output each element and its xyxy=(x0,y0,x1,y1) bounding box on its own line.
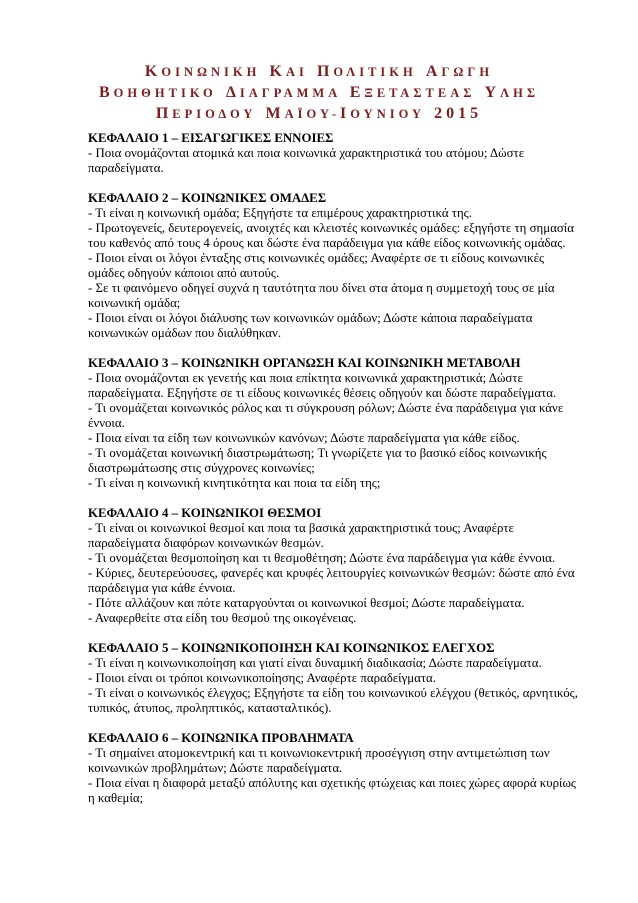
chapter-heading: ΚΕΦΑΛΑΙΟ 3 – ΚΟΙΝΩΝΙΚΗ ΟΡΓΑΝΩΣΗ ΚΑΙ ΚΟΙΝΩΝΙΚΗ ΜΕΤΑΒΟΛΗ xyxy=(88,356,521,370)
chapter-5 xyxy=(88,641,579,716)
question-item: - Τι ονομάζεται κοινωνική διαστρωμάτωση; Τι γνωρίζετε για το βασικό είδος κοινωνικής διαστρωμάτωσης στις σύγχρονες κοινωνίες; xyxy=(88,446,547,475)
title-line-subject: ΒΟΗΘΗΤΙΚΟ ΔΙΑΓΡΑΜΜΑ ΕΞΕΤΑΣΤΕΑΣ ΥΛΗΣ xyxy=(98,84,539,101)
question-item: - Ποια είναι η διαφορά μεταξύ απόλυτης και σχετικής φτώχειας και ποιες χώρες αφορά κυρίως η καθεμία; xyxy=(88,776,577,805)
question-item: - Κύριες, δευτερεύουσες, φανερές και κρυφές λειτουργίες κοινωνικών θεσμών: δώστε από ένα παράδειγμα για κάθε έννοια. xyxy=(88,566,575,595)
title-line-course: ΚΟΙΝΩΝΙΚΗ ΚΑΙ ΠΟΛΙΤΙΚΗ ΑΓΩΓΗ xyxy=(144,63,494,80)
question-item: - Ποιοι είναι οι λόγοι διάλυσης των κοινωνικών ομάδων; Δώστε κάποια παραδείγματα κοινωνικών ομάδων που διαλύθηκαν. xyxy=(88,311,533,340)
question-item: - Αναφερθείτε στα είδη του θεσμού της οικογένειας. xyxy=(88,611,357,625)
question-item: - Ποιοι είναι οι λόγοι ένταξης στις κοινωνικές ομάδες; Αναφέρτε σε τι είδους κοινωνικές ομάδες οδηγούν κάποιοι από αυτούς. xyxy=(88,251,545,280)
title-line-period: ΠΕΡΙΟΔΟΥ ΜΑΪΟΥ-ΙΟΥΝΙΟΥ 2015 xyxy=(155,105,483,122)
question-item: - Τι είναι ο κοινωνικός έλεγχος; Εξηγήστε τα είδη του κοινωνικού ελέγχου (θετικός, αρνητικός, τυπικός, άτυπος, προληπτικός, κατασταλτικός). xyxy=(88,686,578,715)
question-item: - Σε τι φαινόμενο οδηγεί συχνά η ταυτότητα που δίνει στα άτομα η συμμετοχή τους σε μία κοινωνική ομάδα; xyxy=(88,281,555,310)
chapter-heading: ΚΕΦΑΛΑΙΟ 1 – ΕΙΣΑΓΩΓΙΚΕΣ ΕΝΝΟΙΕΣ xyxy=(88,131,334,145)
chapter-6 xyxy=(88,731,579,806)
question-item: - Τι είναι η κοινωνική κινητικότητα και ποια τα είδη της; xyxy=(88,476,381,490)
question-item: - Τι σημαίνει ατομοκεντρική και τι κοινωνιοκεντρική προσέγγιση στην αντιμετώπιση των κοινωνικών προβλημάτων; Δώστε παραδείγματα. xyxy=(88,746,550,775)
question-item: - Τι είναι η κοινωνική ομάδα; Εξηγήστε τα επιμέρους χαρακτηριστικά της. xyxy=(88,206,472,220)
chapter-heading: ΚΕΦΑΛΑΙΟ 6 – ΚΟΙΝΩΝΙΚΑ ΠΡΟΒΛΗΜΑΤΑ xyxy=(88,731,354,745)
question-item: - Τι ονομάζεται κοινωνικός ρόλος και τι σύγκρουση ρόλων; Δώστε ένα παράδειγμα για κάνε έννοια. xyxy=(88,401,564,430)
question-item: - Ποια ονομάζονται εκ γενετής και ποια επίκτητα κοινωνικά χαρακτηριστικά; Δώστε παραδείγματα. Εξηγήστε σε τι είδους κοινωνικές θέσεις οδηγούν και δώστε παραδείγματα. xyxy=(88,371,557,400)
question-item: - Ποιοι είναι οι τρόποι κοινωνικοποίησης; Αναφέρτε παραδείγματα. xyxy=(88,671,436,685)
question-item: - Πρωτογενείς, δευτερογενείς, ανοιχτές και κλειστές κοινωνικές ομάδες: εξηγήστε τη σημασία του καθενός από τους 4 όρους και δώστε ένα παράδειγμα για κάθε είδος κοινωνικής ομάδας. xyxy=(88,221,574,250)
chapter-1 xyxy=(88,131,579,176)
chapter-3 xyxy=(88,356,579,491)
question-item: - Τι είναι η κοινωνικοποίηση και γιατί είναι δυναμική διαδικασία; Δώστε παραδείγματα. xyxy=(88,656,542,670)
chapter-2 xyxy=(88,191,579,341)
document-body xyxy=(88,131,579,806)
document-title xyxy=(0,61,638,124)
question-item: - Ποια είναι τα είδη των κοινωνικών κανόνων; Δώστε παραδείγματα για κάθε είδος. xyxy=(88,431,520,445)
chapter-heading: ΚΕΦΑΛΑΙΟ 2 – ΚΟΙΝΩΝΙΚΕΣ ΟΜΑΔΕΣ xyxy=(88,191,327,205)
question-item: - Ποια ονομάζονται ατομικά και ποια κοινωνικά χαρακτηριστικά του ατόμου; Δώστε παραδείγματα. xyxy=(88,146,525,175)
question-item: - Πότε αλλάζουν και πότε καταργούνται οι κοινωνικοί θεσμοί; Δώστε παραδείγματα. xyxy=(88,596,525,610)
chapter-heading: ΚΕΦΑΛΑΙΟ 4 – ΚΟΙΝΩΝΙΚΟΙ ΘΕΣΜΟΙ xyxy=(88,506,322,520)
chapter-heading: ΚΕΦΑΛΑΙΟ 5 – ΚΟΙΝΩΝΙΚΟΠΟΙΗΣΗ ΚΑΙ ΚΟΙΝΩΝΙΚΟΣ ΕΛΕΓΧΟΣ xyxy=(88,641,495,655)
question-item: - Τι είναι οι κοινωνικοί θεσμοί και ποια τα βασικά χαρακτηριστικά τους; Αναφέρτε παραδείγματα διαφόρων κοινωνικών θεσμών. xyxy=(88,521,514,550)
chapter-4 xyxy=(88,506,579,626)
question-item: - Τι ονομάζεται θεσμοποίηση και τι θεσμοθέτηση; Δώστε ένα παράδειγμα για κάθε έννοια. xyxy=(88,551,556,565)
